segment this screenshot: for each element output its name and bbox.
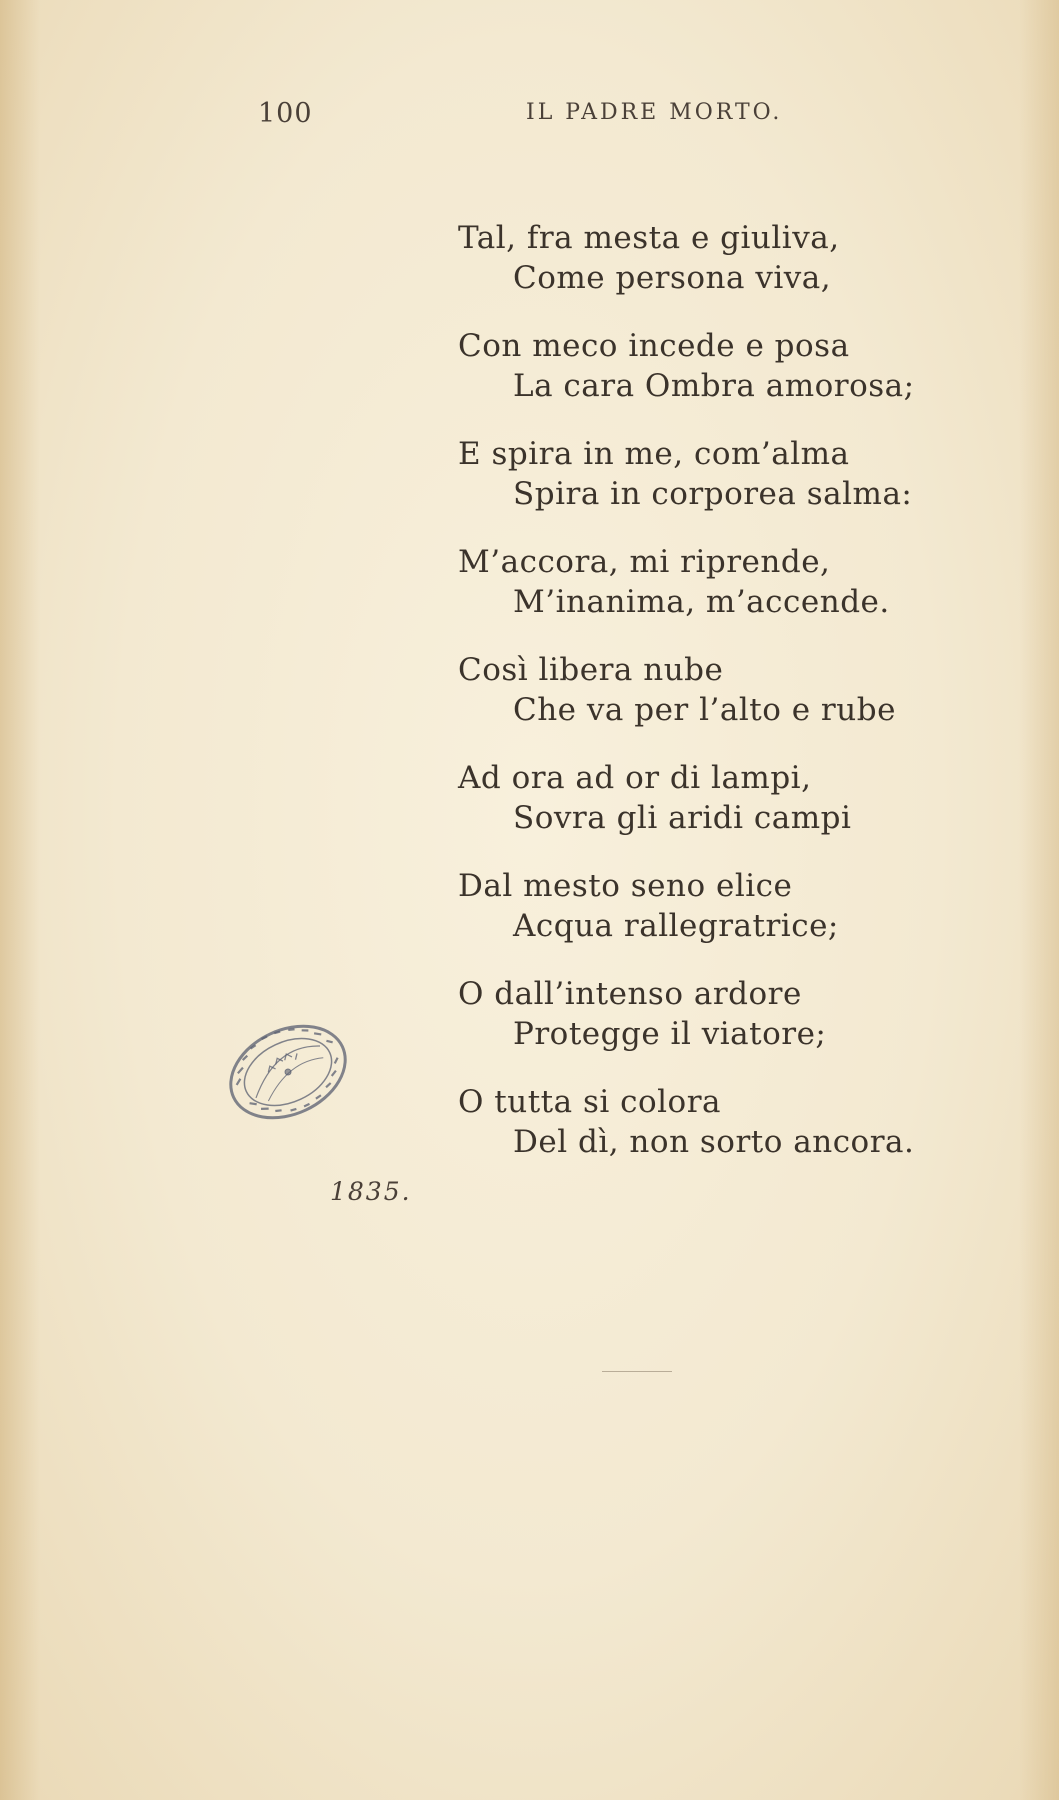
stanza	[458, 1082, 978, 1162]
poem-line: Sovra gli aridi campi	[513, 800, 852, 836]
poem-line: Ad ora ad or di lampi,	[458, 760, 812, 796]
stanza	[458, 218, 978, 298]
stanza	[458, 758, 978, 838]
poem-line: Così libera nube	[458, 652, 724, 688]
stanza	[458, 542, 978, 622]
poem-line: Con meco incede e posa	[458, 328, 850, 364]
stanza	[458, 974, 978, 1054]
stanza	[458, 650, 978, 730]
poem-line: O tutta si colora	[458, 1084, 722, 1120]
poem-line: Come persona viva,	[513, 260, 832, 296]
poem-line: M’inanima, m’accende.	[513, 584, 890, 620]
poem-line: Del dì, non sorto ancora.	[513, 1124, 915, 1160]
page-edge-shadow-right	[1019, 0, 1059, 1800]
poem-line: Dal mesto seno elice	[458, 868, 793, 904]
divider-rule	[602, 1371, 672, 1372]
poem-line: Tal, fra mesta e giuliva,	[458, 220, 840, 256]
running-title: IL PADRE MORTO.	[526, 100, 783, 125]
poem-body	[458, 218, 978, 1190]
poem-line: O dall’intenso ardore	[458, 976, 802, 1012]
stanza	[458, 866, 978, 946]
date-line: 1835.	[330, 1177, 412, 1206]
page-edge-shadow-left	[0, 0, 40, 1800]
library-stamp-icon	[218, 1012, 358, 1132]
poem-line: Spira in corporea salma:	[513, 476, 913, 512]
poem-line: La cara Ombra amorosa;	[513, 368, 915, 404]
poem-line: Che va per l’alto e rube	[513, 692, 896, 728]
stanza	[458, 434, 978, 514]
poem-line: Protegge il viatore;	[513, 1016, 827, 1052]
poem-line: Acqua rallegratrice;	[513, 908, 839, 944]
poem-line: E spira in me, com’alma	[458, 436, 850, 472]
page-number: 100	[258, 98, 313, 129]
stanza	[458, 326, 978, 406]
poem-line: M’accora, mi riprende,	[458, 544, 831, 580]
